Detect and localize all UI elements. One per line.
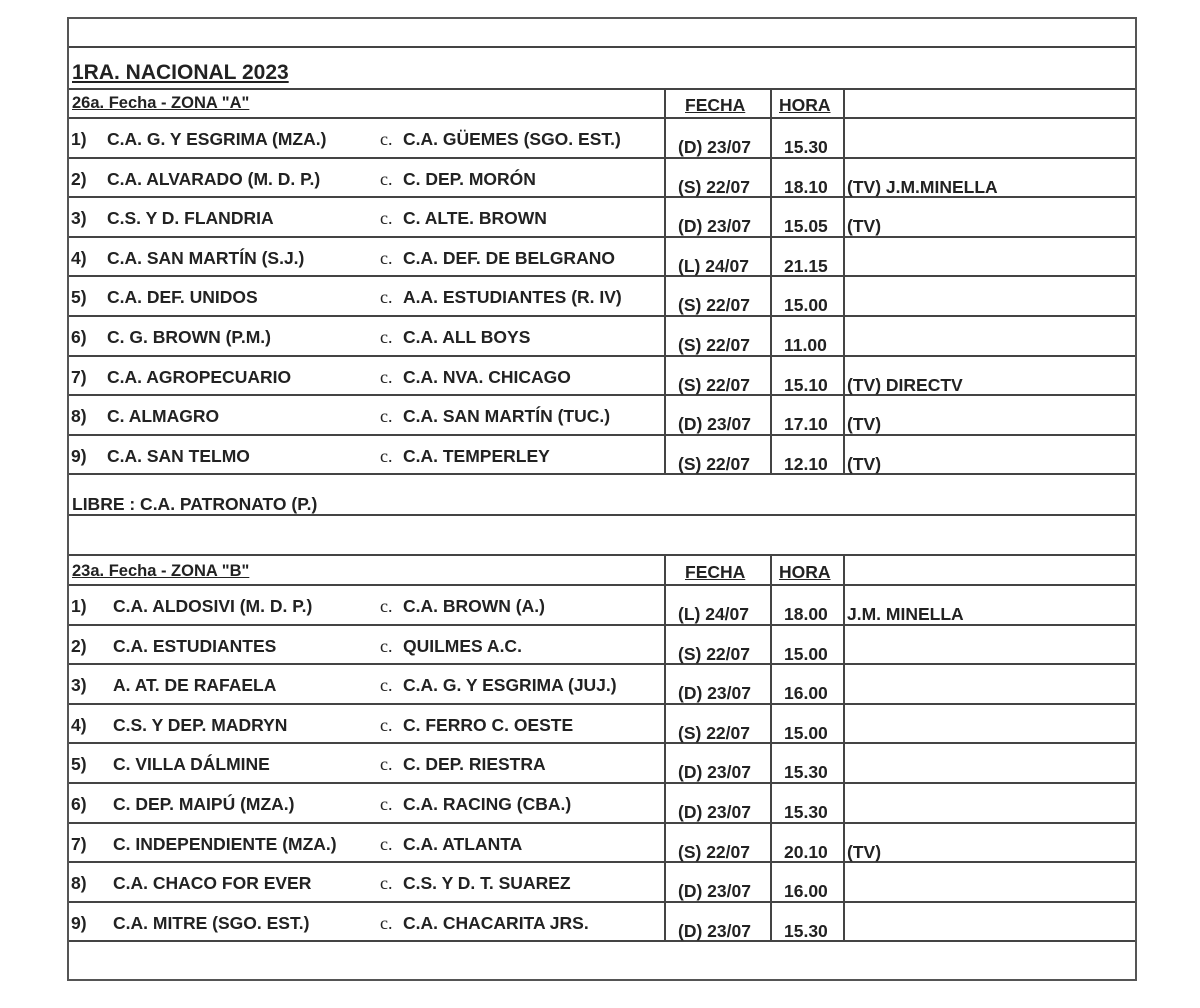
match-date: (S) 22/07: [678, 841, 750, 862]
divider: [770, 357, 772, 397]
match-broadcast: J.M. MINELLA: [847, 604, 964, 624]
match-date: (S) 22/07: [678, 453, 750, 474]
match-date: (D) 23/07: [678, 881, 751, 902]
table-row: [69, 277, 1135, 317]
zona-a-header: 26a. Fecha - ZONA "A": [72, 94, 250, 112]
home-team: C.S. Y D. FLANDRIA: [107, 208, 274, 229]
match-number: 9): [71, 912, 87, 933]
table-row: [69, 198, 1135, 238]
versus-label: c.: [380, 912, 393, 933]
match-date: (D) 23/07: [678, 414, 751, 435]
match-hour: 17.10: [784, 414, 828, 435]
col-hora-header: HORA: [779, 95, 831, 115]
divider: [843, 198, 845, 238]
divider: [770, 824, 772, 864]
divider: [843, 90, 845, 119]
col-fecha-header: FECHA: [685, 95, 746, 115]
match-broadcast: (TV): [847, 841, 882, 862]
match-date: (D) 23/07: [678, 762, 751, 783]
divider: [843, 863, 845, 903]
table-row: [69, 159, 1135, 199]
col-hora-header: HORA: [779, 562, 831, 582]
home-team: C.A. G. Y ESGRIMA (MZA.): [107, 129, 327, 149]
divider: [770, 556, 772, 586]
divider: [664, 626, 666, 666]
divider: [664, 665, 666, 705]
match-date: (D) 23/07: [678, 920, 751, 941]
divider: [664, 436, 666, 476]
divider: [770, 903, 772, 943]
home-team: C.A. SAN TELMO: [107, 445, 250, 466]
match-date: (D) 23/07: [678, 683, 751, 704]
divider: [843, 436, 845, 476]
match-date: (L) 24/07: [678, 604, 749, 624]
divider: [770, 784, 772, 824]
home-team: C.A. CHACO FOR EVER: [113, 873, 312, 894]
divider: [843, 586, 845, 626]
match-date: (S) 22/07: [678, 335, 750, 355]
match-hour: 15.30: [784, 802, 828, 822]
versus-label: c.: [380, 287, 393, 308]
table-row: [69, 238, 1135, 278]
match-number: 5): [71, 287, 87, 308]
fixture-sheet: [67, 17, 1137, 981]
match-date: (S) 22/07: [678, 374, 750, 395]
versus-label: c.: [380, 873, 393, 894]
divider: [770, 626, 772, 666]
libre-text: LIBRE : C.A. PATRONATO (P.): [72, 494, 318, 514]
versus-label: c.: [380, 635, 393, 656]
versus-label: c.: [380, 129, 393, 149]
home-team: C.A. ESTUDIANTES: [113, 635, 277, 656]
match-number: 4): [71, 247, 87, 268]
away-team: C.A. ATLANTA: [403, 833, 523, 854]
divider: [843, 396, 845, 436]
away-team: A.A. ESTUDIANTES (R. IV): [403, 287, 622, 308]
table-row: [69, 626, 1135, 666]
match-hour: 15.30: [784, 762, 828, 783]
divider: [843, 824, 845, 864]
divider: [770, 198, 772, 238]
table-row: [69, 396, 1135, 436]
divider: [664, 903, 666, 943]
divider: [770, 396, 772, 436]
match-number: 7): [71, 833, 87, 854]
versus-label: c.: [380, 675, 393, 696]
match-date: (S) 22/07: [678, 295, 750, 316]
away-team: C.A. G. Y ESGRIMA (JUJ.): [403, 675, 617, 696]
match-broadcast: (TV): [847, 414, 882, 435]
divider: [664, 863, 666, 903]
away-team: C.A. DEF. DE BELGRANO: [403, 247, 615, 268]
divider: [664, 556, 666, 586]
divider: [843, 626, 845, 666]
home-team: C.S. Y DEP. MADRYN: [113, 714, 288, 735]
divider: [843, 556, 845, 586]
table-row: [69, 357, 1135, 397]
match-number: 3): [71, 675, 87, 696]
home-team: C. DEP. MAIPÚ (MZA.): [113, 794, 295, 814]
match-hour: 18.10: [784, 176, 828, 197]
divider: [843, 744, 845, 784]
match-date: (D) 23/07: [678, 216, 751, 237]
table-row: [69, 705, 1135, 745]
versus-label: c.: [380, 714, 393, 735]
divider: [664, 396, 666, 436]
divider: [664, 198, 666, 238]
divider: [770, 119, 772, 159]
zona-a-header-row: [69, 90, 1135, 119]
match-number: 8): [71, 406, 87, 427]
match-date: (S) 22/07: [678, 722, 750, 743]
away-team: C. ALTE. BROWN: [403, 208, 547, 229]
divider: [770, 317, 772, 357]
versus-label: c.: [380, 366, 393, 387]
table-row: [69, 436, 1135, 476]
away-team: C.A. CHACARITA JRS.: [403, 912, 589, 933]
table-row: [69, 824, 1135, 864]
match-broadcast: (TV): [847, 216, 882, 237]
away-team: C. DEP. MORÓN: [403, 168, 536, 189]
versus-label: c.: [380, 247, 393, 268]
divider: [664, 357, 666, 397]
match-hour: 16.00: [784, 683, 828, 704]
divider: [664, 824, 666, 864]
away-team: C.A. BROWN (A.): [403, 596, 545, 616]
table-row: [69, 744, 1135, 784]
match-date: (L) 24/07: [678, 255, 749, 276]
home-team: C. G. BROWN (P.M.): [107, 327, 271, 347]
divider: [664, 238, 666, 278]
divider: [664, 586, 666, 626]
divider: [843, 784, 845, 824]
match-hour: 15.05: [784, 216, 828, 237]
title-row: [69, 48, 1135, 90]
divider: [664, 277, 666, 317]
divider: [843, 705, 845, 745]
match-number: 3): [71, 208, 87, 229]
match-hour: 21.15: [784, 255, 828, 276]
table-row: [69, 119, 1135, 159]
match-number: 8): [71, 873, 87, 894]
home-team: C.A. SAN MARTÍN (S.J.): [107, 247, 305, 268]
home-team: C. VILLA DÁLMINE: [113, 754, 270, 775]
divider: [843, 277, 845, 317]
match-date: (S) 22/07: [678, 176, 750, 197]
away-team: C.A. TEMPERLEY: [403, 445, 550, 466]
match-number: 6): [71, 794, 87, 814]
away-team: C.A. SAN MARTÍN (TUC.): [403, 406, 611, 427]
match-hour: 18.00: [784, 604, 828, 624]
divider: [843, 357, 845, 397]
table-row: [69, 903, 1135, 943]
blank-row-top: [69, 19, 1135, 48]
match-hour: 20.10: [784, 841, 828, 862]
divider: [843, 238, 845, 278]
versus-label: c.: [380, 596, 393, 616]
divider: [770, 863, 772, 903]
away-team: C.S. Y D. T. SUAREZ: [403, 873, 571, 894]
page-title: 1RA. NACIONAL 2023: [72, 61, 289, 84]
match-number: 6): [71, 327, 87, 347]
divider: [843, 119, 845, 159]
match-hour: 15.30: [784, 920, 828, 941]
divider: [664, 744, 666, 784]
table-row: [69, 784, 1135, 824]
match-number: 2): [71, 635, 87, 656]
divider: [664, 159, 666, 199]
divider: [843, 159, 845, 199]
zona-b-header: 23a. Fecha - ZONA "B": [72, 562, 250, 580]
table-row: [69, 586, 1135, 626]
divider: [770, 586, 772, 626]
away-team: C. DEP. RIESTRA: [403, 754, 546, 775]
match-hour: 15.00: [784, 722, 828, 743]
home-team: C.A. MITRE (SGO. EST.): [113, 912, 310, 933]
divider: [843, 665, 845, 705]
home-team: C.A. AGROPECUARIO: [107, 366, 292, 387]
match-date: (S) 22/07: [678, 643, 750, 664]
divider: [770, 436, 772, 476]
home-team: C.A. ALDOSIVI (M. D. P.): [113, 596, 313, 616]
home-team: A. AT. DE RAFAELA: [113, 675, 277, 696]
match-hour: 15.30: [784, 137, 828, 157]
match-number: 5): [71, 754, 87, 775]
divider: [664, 317, 666, 357]
match-number: 7): [71, 366, 87, 387]
match-date: (D) 23/07: [678, 802, 751, 822]
away-team: C.A. NVA. CHICAGO: [403, 366, 571, 387]
versus-label: c.: [380, 445, 393, 466]
away-team: C. FERRO C. OESTE: [403, 714, 574, 735]
match-hour: 12.10: [784, 453, 828, 474]
divider: [770, 277, 772, 317]
home-team: C. ALMAGRO: [107, 406, 220, 427]
match-hour: 15.10: [784, 374, 828, 395]
divider: [770, 744, 772, 784]
versus-label: c.: [380, 754, 393, 775]
match-broadcast: (TV) J.M.MINELLA: [847, 176, 998, 197]
versus-label: c.: [380, 406, 393, 427]
home-team: C.A. DEF. UNIDOS: [107, 287, 258, 308]
match-hour: 15.00: [784, 295, 828, 316]
away-team: C.A. ALL BOYS: [403, 327, 531, 347]
table-row: [69, 863, 1135, 903]
match-broadcast: (TV): [847, 453, 882, 474]
match-hour: 11.00: [784, 335, 827, 355]
match-broadcast: (TV) DIRECTV: [847, 374, 963, 395]
divider: [843, 317, 845, 357]
home-team: C.A. ALVARADO (M. D. P.): [107, 168, 321, 189]
divider: [664, 90, 666, 119]
table-row: [69, 317, 1135, 357]
zona-b-header-row: [69, 556, 1135, 586]
home-team: C. INDEPENDIENTE (MZA.): [113, 833, 337, 854]
versus-label: c.: [380, 327, 393, 347]
versus-label: c.: [380, 794, 393, 814]
col-fecha-header: FECHA: [685, 562, 746, 582]
divider: [664, 705, 666, 745]
divider: [770, 705, 772, 745]
away-team: C.A. GÜEMES (SGO. EST.): [403, 129, 621, 149]
divider: [770, 159, 772, 199]
divider: [843, 903, 845, 943]
match-number: 1): [71, 596, 87, 616]
match-hour: 15.00: [784, 643, 828, 664]
versus-label: c.: [380, 208, 393, 229]
match-number: 4): [71, 714, 87, 735]
match-date: (D) 23/07: [678, 137, 751, 157]
match-number: 9): [71, 445, 87, 466]
away-team: QUILMES A.C.: [403, 635, 522, 656]
divider: [770, 238, 772, 278]
divider: [770, 90, 772, 119]
libre-row: [69, 476, 1135, 516]
versus-label: c.: [380, 833, 393, 854]
blank-row-middle: [69, 516, 1135, 556]
divider: [664, 784, 666, 824]
divider: [664, 119, 666, 159]
divider: [770, 665, 772, 705]
table-row: [69, 665, 1135, 705]
match-number: 2): [71, 168, 87, 189]
match-number: 1): [71, 129, 87, 149]
match-hour: 16.00: [784, 881, 828, 902]
away-team: C.A. RACING (CBA.): [403, 794, 572, 814]
versus-label: c.: [380, 168, 393, 189]
